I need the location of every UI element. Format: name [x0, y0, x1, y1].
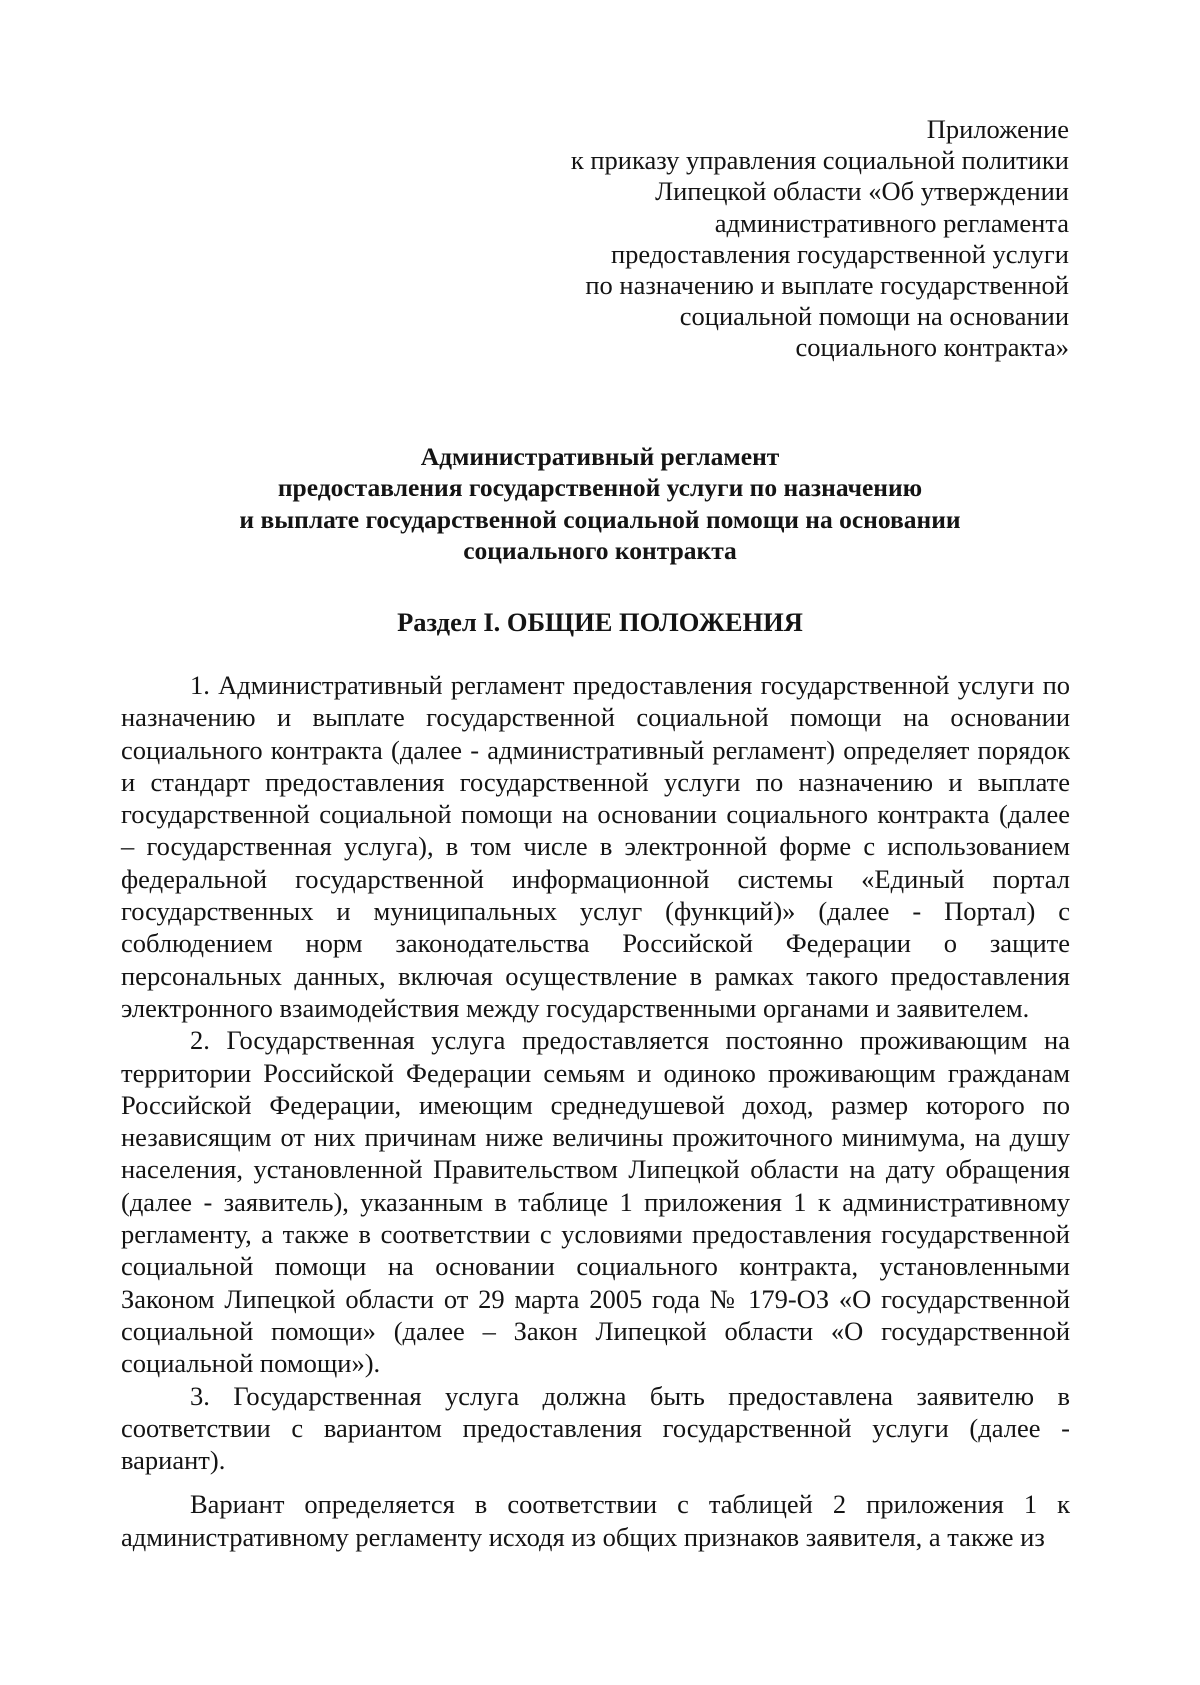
paragraph-1: 1. Административный регламент предоставления государственной услуги по назначению и выплате государственной социальной помощи на основании социального контракта (далее - административный регламент) определяет порядок и стандарт предоставления государственной услуги по назначению и выплате государственной социальной помощи на основании социального контракта (далее – государственная услуга), в том числе в электронной форме с использованием федеральной государственной информационной системы «Единый портал государственных и муниципальных услуг (функций)» (далее - Портал) с соблюдением норм законодательства Российской Федерации о защите персональных данных, включая осуществление в рамках такого предоставления электронного взаимодействия между государственными органами и заявителем.	[121, 670, 1070, 1023]
appendix-line: к приказу управления социальной политики	[570, 145, 1069, 176]
title-line: Административный регламент	[420, 442, 780, 471]
appendix-line: предоставления государственной услуги	[610, 238, 1069, 269]
title-line: предоставления государственной услуги по назначению	[277, 473, 923, 503]
section-heading: Раздел I. ОБЩИЕ ПОЛОЖЕНИЯ	[397, 607, 803, 637]
title-line: и выплате государственной социальной помощи на основании	[239, 504, 961, 534]
appendix-line: по назначению и выплате государственной	[585, 270, 1069, 301]
appendix-line: социального контракта»	[795, 332, 1069, 363]
document-title	[120, 441, 1080, 566]
paragraph-4: Вариант определяется в соответствии с таблицей 2 приложения 1 к административному регламенту исходя из общих признаков заявителя, а также из	[121, 1489, 1070, 1552]
appendix-line: социальной помощи на основании	[679, 301, 1069, 332]
appendix-line: Липецкой области «Об утверждении	[655, 176, 1069, 207]
title-line: социального контракта	[463, 535, 737, 565]
appendix-line: Приложение	[926, 114, 1069, 144]
appendix-line: административного регламента	[714, 207, 1069, 238]
document-body	[121, 669, 1070, 1553]
paragraph-3: 3. Государственная услуга должна быть предоставлена заявителю в соответствии с вариантом предоставления государственной услуги (далее - вариант).	[121, 1380, 1070, 1476]
appendix-header	[469, 114, 1069, 364]
paragraph-2: 2. Государственная услуга предоставляется постоянно проживающим на территории Российской Федерации семьям и одиноко проживающим гражданам Российской Федерации, имеющим среднедушевой доход, размер которого по независящим от них причинам ниже величины прожиточного минимума, на душу населения, установленной Правительством Липецкой области на дату обращения (далее - заявитель), указанным в таблице 1 приложения 1 к административному регламенту, а также в соответствии с условиями предоставления государственной социальной помощи на основании социального контракта, установленными Законом Липецкой области от 29 марта 2005 года № 179-ОЗ «О государственной социальной помощи» (далее – Закон Липецкой области «О государственной социальной помощи»).	[121, 1025, 1070, 1379]
